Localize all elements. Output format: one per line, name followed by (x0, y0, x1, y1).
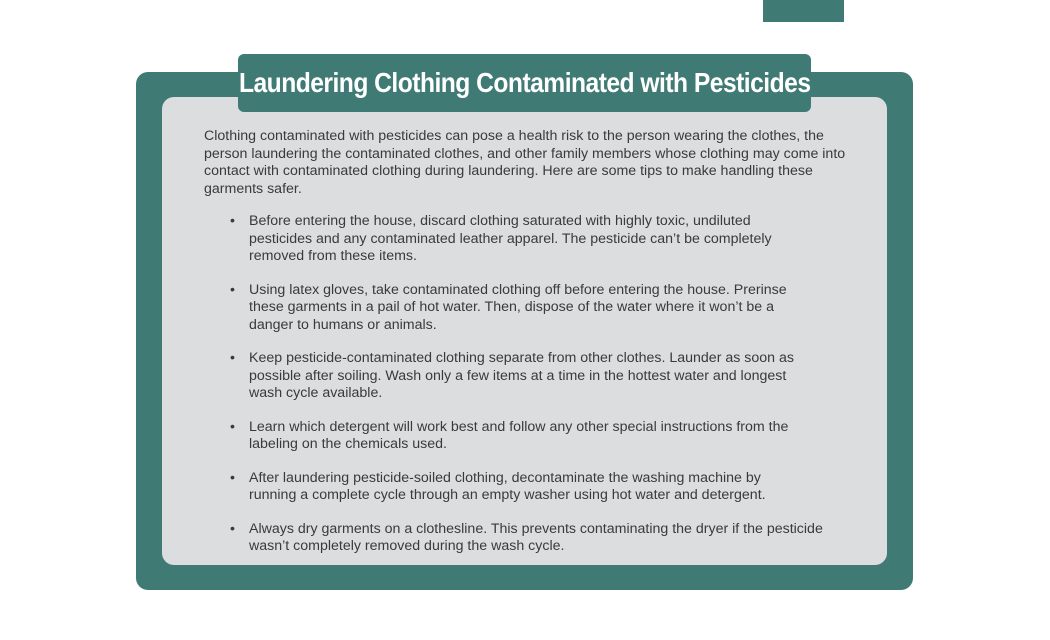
tip-text: After laundering pesticide-soiled clothing, decontaminate the washing machine by running a complete cycle through an empty washer using hot water and detergent. (249, 469, 766, 503)
bullet-icon: • (230, 350, 235, 366)
bullet-icon: • (230, 418, 235, 435)
list-item (204, 419, 809, 454)
list-item (204, 470, 809, 505)
bullet-icon: • (230, 281, 235, 298)
list-item (204, 213, 809, 266)
bullet-icon: • (230, 213, 235, 229)
intro-paragraph: Clothing contaminated with pesticides can pose a health risk to the person wearing the clothes, the person laundering the contaminated clothes, and other family members whose clothing may come into contact with contaminated clothing during laundering. Here are some tips to make handling these garments safer. (204, 128, 846, 197)
tip-text: Always dry garments on a clothesline. This prevents contaminating the dryer if the pesticide wasn’t completely removed during the wash cycle. (249, 520, 823, 554)
list-item (204, 350, 809, 403)
tip-text: Keep pesticide-contaminated clothing separate from other clothes. Launder as soon as possible after soiling. Wash only a few items at a time in the hottest water and longest wash cycle available. (249, 350, 794, 401)
tips-list (204, 213, 854, 556)
corner-decoration (763, 0, 844, 22)
content-area (204, 128, 854, 572)
bullet-icon: • (230, 469, 235, 486)
list-item (204, 521, 839, 556)
tip-text: Learn which detergent will work best and follow any other special instructions from the labeling on the chemicals used. (249, 418, 789, 452)
page-title: Laundering Clothing Contaminated with Pesticides (238, 67, 811, 98)
list-item (204, 282, 809, 335)
tip-text: Using latex gloves, take contaminated clothing off before entering the house. Prerinse these garments in a pail of hot water. Then, dispose of the water where it won’t be a danger to humans or animals. (249, 281, 787, 333)
title-banner (238, 54, 811, 112)
tip-text: Before entering the house, discard clothing saturated with highly toxic, undiluted pesticides and any contaminated leather apparel. The pesticide can’t be completely removed from these items. (249, 213, 772, 264)
bullet-icon: • (230, 520, 235, 537)
